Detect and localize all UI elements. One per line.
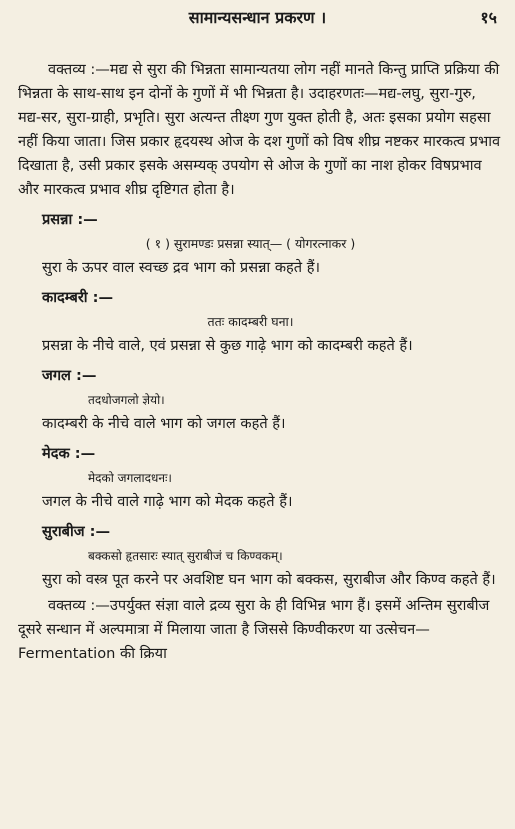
jagal-heading: जगल :— (42, 367, 97, 384)
jagal-description: कादम्बरी के नीचे वाले भाग को जगल कहते हैं। (42, 415, 286, 432)
prasanna-description: सुरा के ऊपर वाल स्वच्छ द्रव भाग को प्रसन्ना कहते हैं। (42, 259, 321, 276)
kadambari-quote: ततः कादम्बरी घना। (207, 314, 294, 329)
surabij-description: सुरा को वस्त्र पूत करने पर अवशिष्ट घन भाग को बक्कस, सुराबीज और किण्व कहते हैं। (42, 571, 496, 588)
kadambari-heading: कादम्बरी :— (42, 289, 114, 306)
medak-quote: मेदको जगलादधनः। (88, 471, 172, 485)
statement-paragraph-1: वक्तव्य :—मद्य से सुरा की भिन्नता सामान्यतया लोग नहीं मानते किन्तु प्राप्ति प्रक्रिया की भिन्नता के साथ-साथ इन दोनों के गुणों में भी भिन्नता है। उदाहरणतः—मद्य-लघु, सुरा-गुरु, मद्य-सर, सुरा-ग्राही, प्रभृति। सुरा अत्यन्त तीक्ष्ण गुण युक्त होती है, अतः इसका प्रयोग सहसा नहीं किया जाता। जिस प्रकार हृदयस्थ ओज के दश गुणों को विष शीघ्र नष्टकर मारकत्व प्रभाव दिखाता है, उसी प्रकार इसके असम्यक् उपयोग से ओज के गुणों का नाश होकर विषप्रभाव और मारकत्व प्रभाव शीघ्र दृष्टिगत होता है। (18, 61, 501, 198)
page-body (18, 58, 503, 666)
page-header (0, 6, 515, 34)
surabij-heading: सुराबीज :— (42, 523, 111, 540)
medak-description: जगल के नीचे वाले गाढ़े भाग को मेदक कहते हैं। (42, 493, 293, 510)
prasanna-heading: प्रसन्ना :— (42, 211, 98, 228)
kadambari-description: प्रसन्ना के नीचे वाले, एवं प्रसन्ना से कुछ गाढ़े भाग को कादम्बरी कहते हैं। (42, 337, 413, 354)
statement-paragraph-2: वक्तव्य :—उपर्युक्त संज्ञा वाले द्रव्य सुरा के ही विभिन्न भाग हैं। इसमें अन्तिम सुराबीज दूसरे सन्धान में अल्पमात्रा में मिलाया जाता है जिससे किण्वीकरण या उत्सेचन—Fermentation की क्रिया (18, 597, 490, 662)
surabij-quote: बक्कसो हृतसारः स्यात् सुराबीजं च किण्वकम्। (88, 549, 283, 563)
jagal-quote: तदधोजगलो ज्ञेयो। (88, 393, 165, 407)
page-number: १५ (480, 8, 497, 27)
medak-heading: मेदक :— (42, 445, 96, 462)
running-head: सामान्यसन्धान प्रकरण । (188, 8, 327, 27)
prasanna-quote: ( १ ) सुरामण्डः प्रसन्ना स्यात्— ( योगरत्नाकर ) (145, 236, 356, 251)
